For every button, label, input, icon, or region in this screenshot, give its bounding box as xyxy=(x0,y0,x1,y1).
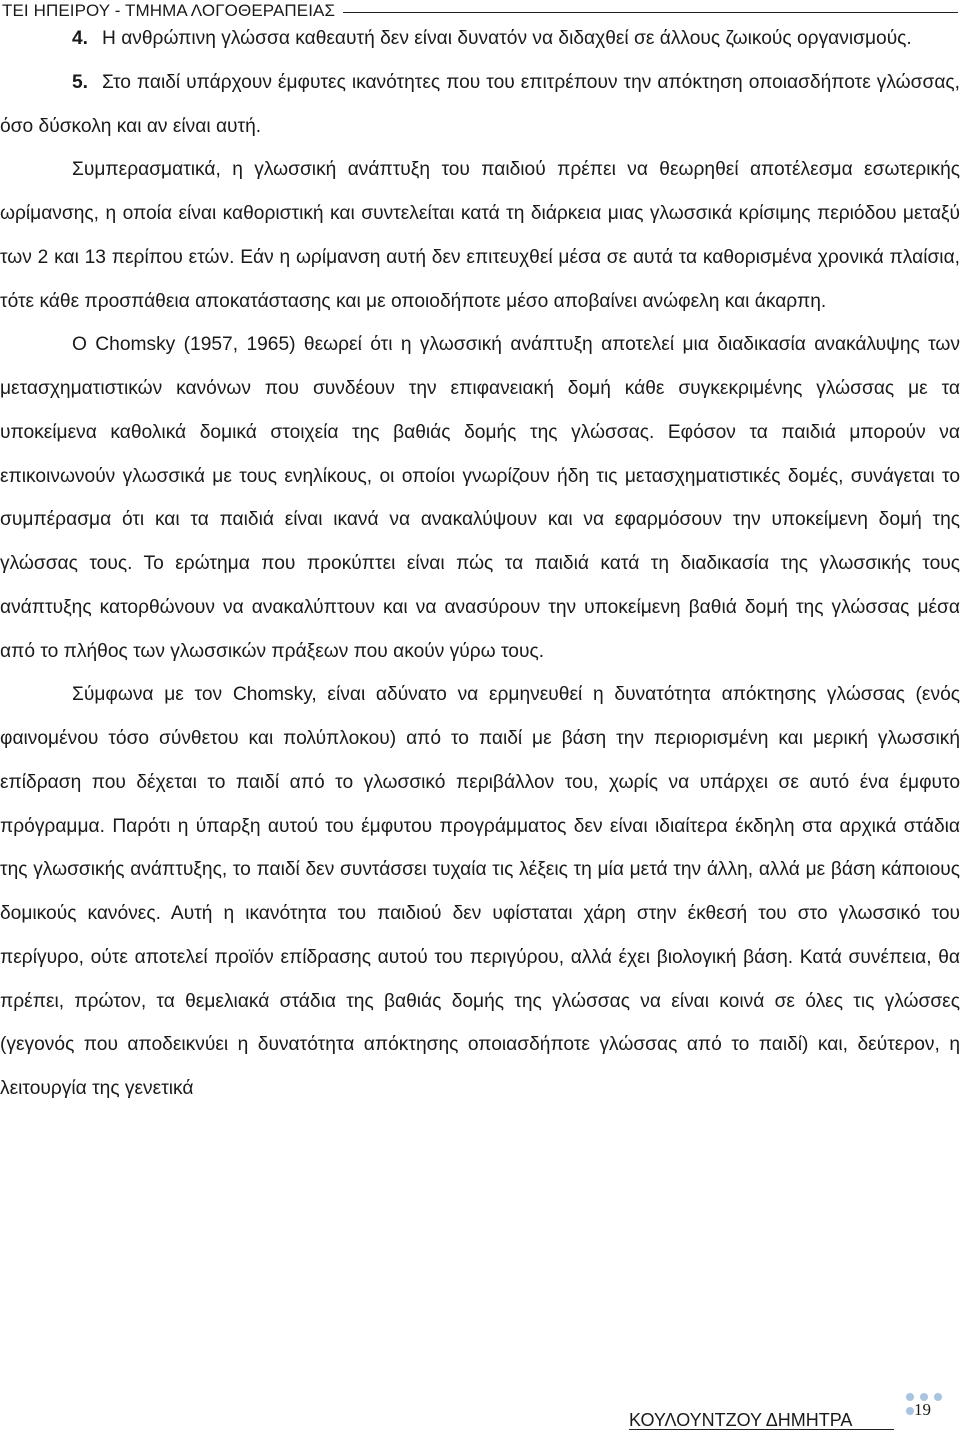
decorative-dot xyxy=(906,1393,914,1401)
list-item xyxy=(0,61,960,149)
list-item xyxy=(0,17,960,61)
list-item-text: Η ανθρώπινη γλώσσα καθεαυτή δεν είναι δυνατόν να διδαχθεί σε άλλους ζωικούς οργανισμούς. xyxy=(102,28,912,49)
paragraph: Ο Chomsky (1957, 1965) θεωρεί ότι η γλωσσική ανάπτυξη αποτελεί μια διαδικασία ανακάλυψης των μετασχηματιστικών κανόνων που συνδέουν την επιφανειακή δομή κάθε συγκεκριμένης γλώσσας με τα υποκείμενα καθολικά δομικά στοιχεία της βαθιάς δομής της γλώσσας. Εφόσον τα παιδιά μπορούν να επικοινωνούν γλωσσικά με τους ενηλίκους, οι οποίοι γνωρίζουν ήδη τις μετασχηματιστικές δομές, συνάγεται το συμπέρασμα ότι και τα παιδιά είναι ικανά να ανακαλύψουν και να εφαρμόσουν την υποκείμενη δομή της γλώσσας τους. Το ερώτημα που προκύπτει είναι πώς τα παιδιά κατά τη διαδικασία της γλωσσικής τους ανάπτυξης κατορθώνουν να ανακαλύπτουν και να ανασύρουν την υποκείμενη βαθιά δομή της γλώσσας μέσα από το πλήθος των γλωσσικών πράξεων που ακούν γύρω τους. xyxy=(0,334,960,662)
header-title: ΤΕΙ ΗΠΕΙΡΟΥ - ΤΜΗΜΑ ΛΟΓΟΘΕΡΑΠΕΙΑΣ xyxy=(2,1,336,20)
decorative-dot xyxy=(906,1407,914,1415)
decorative-dot xyxy=(934,1393,942,1401)
list-item-number: 5. xyxy=(72,71,89,93)
paragraph: Σύμφωνα με τον Chomsky, είναι αδύνατο να ερμηνευθεί η δυνατότητα απόκτησης γλώσσας (ενός φαινομένου τόσο σύνθετου και πολύπλοκου) από το παιδί με βάση την περιορισμένη και μερική γλωσσική επίδραση που δέχεται το παιδί από το γλωσσικό περιβάλλον του, χωρίς να υπάρχει σε αυτό ένα έμφυτο πρόγραμμα. Παρότι η ύπαρξη αυτού του έμφυτου προγράμματος δεν είναι ιδιαίτερα έκδηλη στα αρχικά στάδια της γλωσσικής ανάπτυξης, το παιδί δεν συντάσσει τυχαία τις λέξεις τη μία μετά την άλλη, αλλά με βάση κάποιους δομικούς κανόνες. Αυτή η ικανότητα του παιδιού δεν υφίσταται χάρη στην έκθεσή του στο γλωσσικό του περίγυρο, ούτε αποτελεί προϊόν επίδρασης αυτού του περιγύρου, αλλά έχει βιολογική βάση. Κατά συνέπεια, θα πρέπει, πρώτον, τα θεμελιακά στάδια της βαθιάς δομής της γλώσσας να είναι κοινά σε όλες τις γλώσσες (γεγονός που αποδεικνύει η δυνατότητα απόκτησης οποιασδήποτε γλώσσας από το παιδί) και, δεύτερον, η λειτουργία της γενετικά xyxy=(0,684,960,1099)
paragraph: Συμπερασματικά, η γλωσσική ανάπτυξη του παιδιού πρέπει να θεωρηθεί αποτέλεσμα εσωτερικής ωρίμανσης, η οποία είναι καθοριστική και συντελείται κατά τη διάρκεια μιας γλωσσικά κρίσιμης περιόδου μεταξύ των 2 και 13 περίπου ετών. Εάν η ωρίμανση αυτή δεν επιτευχθεί μέσα σε αυτά τα καθορισμένα χρονικά πλαίσια, τότε κάθε προσπάθεια αποκατάστασης και με οποιοδήποτε μέσο αποβαίνει ανώφελη και άκαρπη. xyxy=(0,159,960,312)
page-number: 19 xyxy=(914,1400,931,1419)
list-item-text: Στο παιδί υπάρχουν έμφυτες ικανότητες που του επιτρέπουν την απόκτηση οποιασδήποτε γλώσσας, όσο δύσκολη και αν είναι αυτή. xyxy=(0,71,960,137)
list-item-number: 4. xyxy=(72,28,89,49)
footer-author: ΚΟΥΛΟΥΝΤΖΟΥ ΔΗΜΗΤΡΑ xyxy=(629,1410,853,1430)
document-body xyxy=(0,17,960,1111)
header-rule xyxy=(343,12,958,13)
